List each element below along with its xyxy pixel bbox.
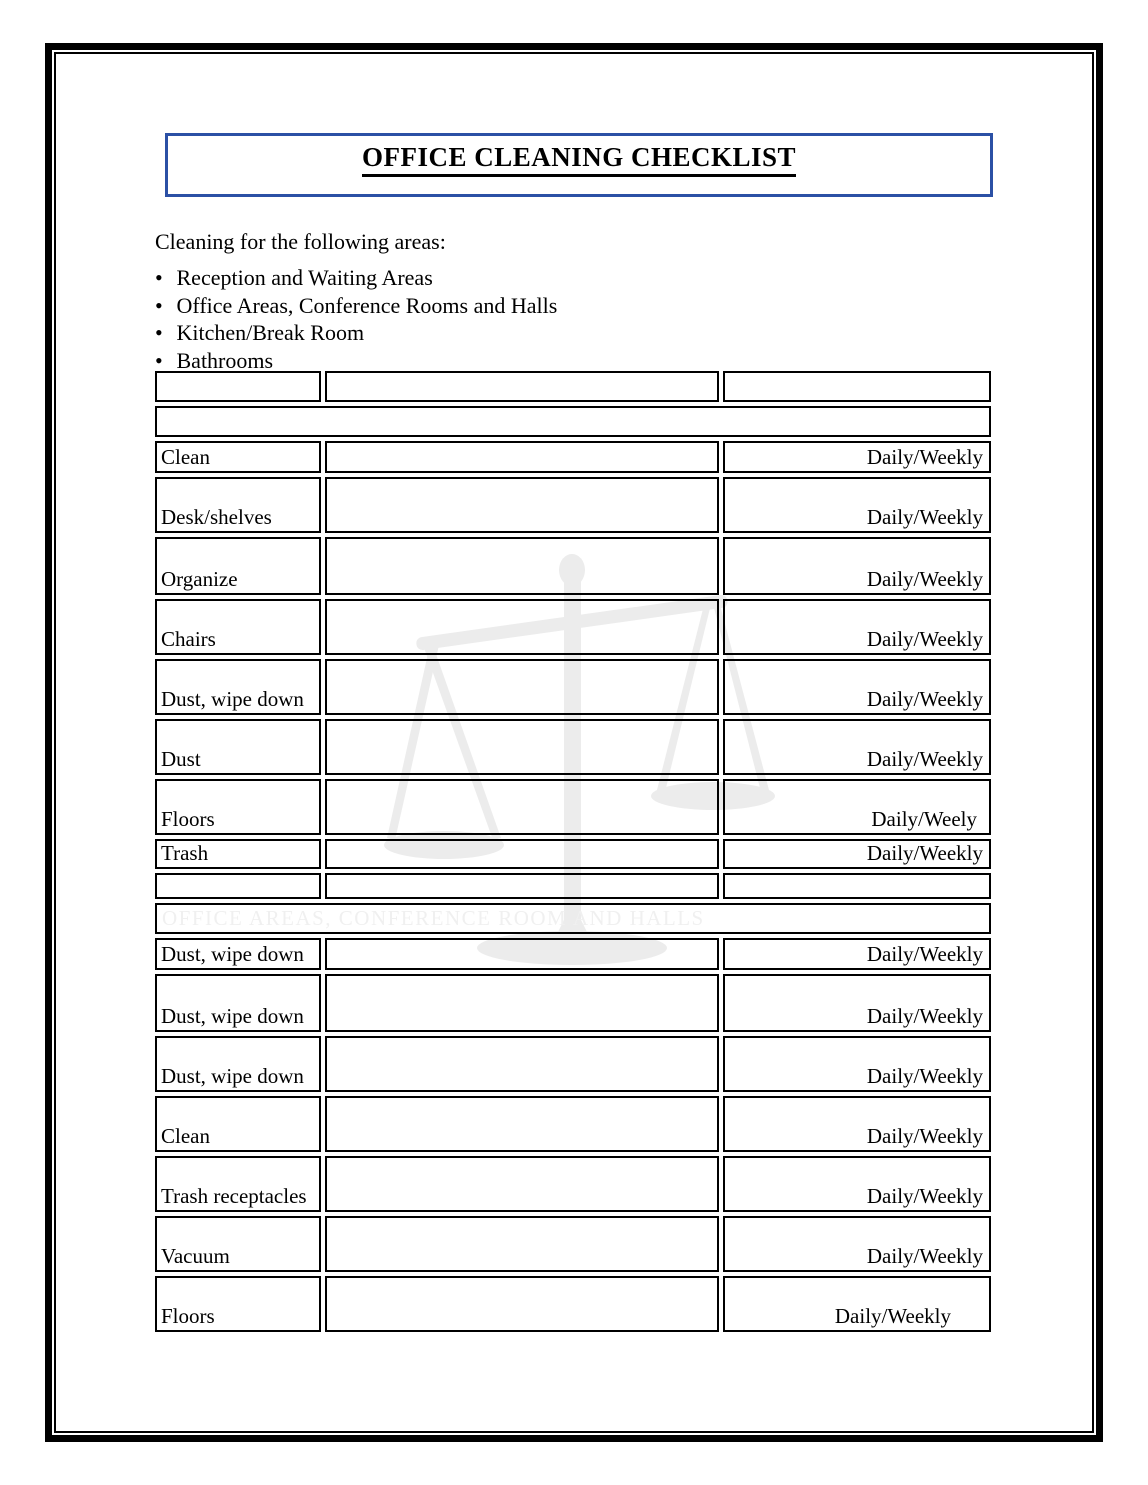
table-row <box>155 719 991 775</box>
table-row <box>155 441 991 473</box>
table-row <box>155 537 991 595</box>
frequency-cell: Daily/Weekly <box>723 537 991 595</box>
duty-cell: Chairs <box>155 599 321 655</box>
frequency-cell: Daily/Weekly <box>723 659 991 715</box>
table-row <box>155 599 991 655</box>
frequency-cell: Daily/Weekly <box>723 1036 991 1092</box>
bullet-item <box>155 292 557 320</box>
duty-cell: Organize <box>155 537 321 595</box>
section-header-office: OFFICE AREAS, CONFERENCE ROOM AND HALLS <box>155 903 991 934</box>
checklist-table <box>151 367 995 1336</box>
header-cell-frequency: FREQUENCY <box>723 371 991 402</box>
description-cell <box>325 719 719 775</box>
section-header-row <box>155 903 991 934</box>
table-row <box>155 1276 991 1332</box>
duty-cell: Dust, wipe down <box>155 659 321 715</box>
table-header-row <box>155 371 991 402</box>
table-row <box>155 938 991 970</box>
duty-cell: Dust, wipe down <box>155 938 321 970</box>
title-box <box>165 133 993 197</box>
description-cell <box>325 659 719 715</box>
frequency-cell: Daily/Weekly <box>723 719 991 775</box>
description-cell <box>325 873 719 899</box>
duty-cell: Dust, wipe down <box>155 1036 321 1092</box>
duty-cell: Dust <box>155 719 321 775</box>
table-row <box>155 873 991 899</box>
duty-cell <box>155 873 321 899</box>
frequency-cell: Daily/Weekly <box>723 839 991 869</box>
header-cell-description: DESCRIPTION <box>325 371 719 402</box>
bullet-text: Reception and Waiting Areas <box>176 265 433 290</box>
section-header-row <box>155 406 991 437</box>
table-row <box>155 839 991 869</box>
table-row <box>155 974 991 1032</box>
description-cell <box>325 974 719 1032</box>
description-cell <box>325 1216 719 1272</box>
frequency-cell: Daily/Weekly <box>723 1276 991 1332</box>
frequency-cell: Daily/Weekly <box>723 599 991 655</box>
duty-cell: Trash receptacles <box>155 1156 321 1212</box>
bullet-item <box>155 319 557 347</box>
bullet-text: Bathrooms <box>176 347 274 373</box>
table-row <box>155 1216 991 1272</box>
table-row <box>155 659 991 715</box>
table-row <box>155 779 991 835</box>
bullet-text: Kitchen/Break Room <box>176 320 365 345</box>
bullet-icon: • <box>155 347 163 373</box>
frequency-cell: Daily/Weely <box>723 779 991 835</box>
header-cell-duties: DUTIES <box>155 371 321 402</box>
description-cell <box>325 441 719 473</box>
frequency-cell: Daily/Weekly <box>723 1156 991 1212</box>
frequency-cell: Daily/Weekly <box>723 1216 991 1272</box>
description-cell <box>325 1096 719 1152</box>
description-cell <box>325 1156 719 1212</box>
duty-cell: Trash <box>155 839 321 869</box>
frequency-cell: Daily/Weekly <box>723 441 991 473</box>
bullet-icon: • <box>155 320 163 345</box>
intro-text: Cleaning for the following areas: <box>155 229 446 254</box>
duty-cell: Floors <box>155 1276 321 1332</box>
description-cell <box>325 599 719 655</box>
table-row <box>155 1156 991 1212</box>
bullet-icon: • <box>155 265 163 290</box>
frequency-cell: Daily/Weekly <box>723 1096 991 1152</box>
table-row <box>155 1036 991 1092</box>
description-cell <box>325 839 719 869</box>
frequency-cell: Daily/Weekly <box>723 974 991 1032</box>
duty-cell: Clean <box>155 441 321 473</box>
bullet-text: Office Areas, Conference Rooms and Halls <box>176 292 558 318</box>
frequency-cell <box>723 873 991 899</box>
description-cell <box>325 1036 719 1092</box>
description-cell <box>325 537 719 595</box>
duty-cell: Clean <box>155 1096 321 1152</box>
frequency-cell: Daily/Weekly <box>723 477 991 533</box>
duty-cell: Desk/shelves <box>155 477 321 533</box>
bullet-icon: • <box>155 292 163 318</box>
table-row <box>155 477 991 533</box>
duty-cell: Dust, wipe down <box>155 974 321 1032</box>
description-cell <box>325 1276 719 1332</box>
table-row <box>155 1096 991 1152</box>
page-title: OFFICE CLEANING CHECKLIST <box>362 142 796 177</box>
duty-cell: Vacuum <box>155 1216 321 1272</box>
description-cell <box>325 477 719 533</box>
frequency-cell: Daily/Weekly <box>723 938 991 970</box>
section-header-reception: RECEPTION AND WAITING AREAS: <box>155 406 991 437</box>
bullet-item <box>155 264 557 292</box>
intro-section <box>155 229 557 374</box>
duty-cell: Floors <box>155 779 321 835</box>
description-cell <box>325 779 719 835</box>
description-cell <box>325 938 719 970</box>
